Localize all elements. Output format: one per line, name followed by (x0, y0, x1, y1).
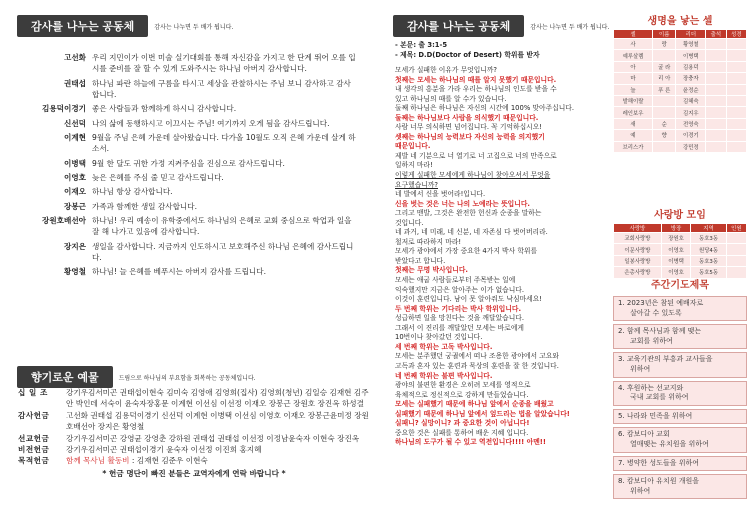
table-cell (726, 95, 746, 106)
thanks-text: 9월 한 달도 귀한 가정 지켜주심을 진심으로 감사드립니다. (92, 158, 285, 168)
table-header: 리더 (676, 30, 706, 39)
prayer-main: 7. 병약한 성도들을 위하여 (618, 458, 699, 467)
table-cell (653, 141, 676, 152)
table-cell: 교회사랑방 (614, 233, 662, 244)
thanks-name: 김용덕이경기 (41, 104, 86, 114)
table-cell (706, 141, 726, 152)
table-row (614, 39, 747, 50)
offering-label: 선교헌금 (18, 433, 50, 443)
prayer-sub: 살아갈 수 있도록 (630, 308, 682, 317)
thanks-text: 9월을 주님 은혜 가운데 살아왔습니다. 다가올 10월도 오직 은혜 가운데 살게 하소서. (92, 132, 356, 154)
cell-section (613, 12, 747, 153)
sermon-line: 철저로 따라하지 마라! (395, 237, 462, 246)
sermon-line: 사람 너무 의식하면 넘어집니다. 꼭 기억하십시오! (395, 123, 543, 132)
table-cell: 김용덕 (676, 61, 706, 72)
table-header: 셀 (614, 30, 653, 39)
sermon-line: 둘째 하나님은 하나님은 자신의 시간에 100% 맞아주십니다. (395, 104, 575, 113)
table-cell (726, 141, 746, 152)
table-cell (706, 61, 726, 72)
sermon-line: 이렇게 실패한 모세에게 하나님이 찾아오셔서 무엇을 (395, 171, 551, 180)
table-cell: 예 (614, 130, 653, 141)
thanks-subtitle: 감사는 나누면 두 배가 됩니다. (154, 23, 234, 31)
table-header: 인원 (726, 224, 746, 233)
sermon-line: 있고 하나님의 때를 알 수가 있습니다. (395, 94, 507, 103)
prayer-sub: 국내 교회를 위하여 (630, 393, 689, 402)
offering-label: 비전헌금 (18, 445, 50, 455)
table-cell: 이영호 (661, 267, 690, 278)
table-cell (653, 50, 676, 61)
table-cell: 이경기 (676, 130, 706, 141)
table-cell: 동호3동 (691, 255, 727, 266)
table-cell: 푸 른 (653, 84, 676, 95)
table-cell (706, 130, 726, 141)
table-row (614, 107, 747, 118)
table-row (614, 61, 747, 72)
prayer-title: 주간기도제목 (651, 280, 709, 291)
offering-names: 함께 목사님 활동비 : 김재현 김준우 이현숙 (66, 456, 208, 466)
sermon-body (395, 66, 607, 448)
table-row (614, 130, 747, 141)
prayer-main: 1. 2023년은 참된 예배자로 (618, 299, 704, 307)
thanks-text: 생일을 감사합니다. 지금까지 인도하시고 보호해주신 하나님 은혜에 감사드립니다. (92, 241, 354, 262)
thanks-name: 이재오 (63, 187, 86, 197)
offering-names: 강기우김서미곤 권태섭이현숙 김미숙 김영애 김영희(집사) 김영희(청년) 김일승 김재현 김주안 박인데 서숙이 윤숙자장홍문 이계현 이선심 이선정 이재오 장봉근 장원호 장진옥 하성결 (66, 388, 369, 409)
prayer-item (613, 296, 747, 321)
thanks-row (38, 52, 358, 74)
table-cell: 사 (614, 39, 653, 50)
thanks-row (38, 158, 358, 169)
table-cell: 레인보우 (614, 107, 653, 118)
offer-subtitle: 드림으로 하나님의 부요함을 회복하는 공동체입니다. (118, 374, 256, 382)
table-row (614, 50, 747, 61)
sermon-line: 그리고 맨발, 그것은 완전한 헌신과 순종을 말하는 (395, 209, 542, 218)
thanks-name: 이영호 (63, 172, 86, 182)
sermon-line: 이것이 훈련입니다. 남이 못 알아줘도 낙심마세요! (395, 295, 543, 304)
sermon-line: 익숙했지만 지금은 알아주는 이가 없습니다. (395, 285, 524, 294)
table-cell: 장충자 (676, 73, 706, 84)
prayer-item (613, 456, 747, 472)
offering-highlight: 함께 목사님 활동비 (66, 456, 130, 466)
thanks-row (38, 172, 358, 183)
table-row (614, 141, 747, 152)
table-cell: 동호5동 (691, 267, 727, 278)
table-cell: 이병택 (661, 255, 690, 266)
offer-list (18, 387, 370, 479)
love-section (613, 206, 747, 279)
table-header: 방장 (661, 224, 690, 233)
table-cell: 동호3동 (691, 233, 727, 244)
offering-names: 강기우김서미곤 권태섭이경기 윤숙자 이선정 이진희 홍지혜 (66, 445, 262, 455)
thanks-row (38, 201, 358, 212)
thanks-name: 장지은 (63, 241, 86, 251)
thanks-name: 이계현 (63, 132, 86, 142)
sermon-line: 두 번째 학위는 기다리는 박사 학위입니다. (395, 304, 522, 313)
table-cell: 아 (614, 61, 653, 72)
prayer-item (613, 381, 747, 406)
thanks-text: 하나님 항상 감사합니다. (92, 187, 173, 197)
sermon-line: 신을 벗는 것은 너는 나의 노예라는 뜻입니다. (395, 199, 530, 208)
prayer-main: 2. 함께 목사님과 함께 맺는 (618, 327, 702, 336)
prayer-item (613, 427, 747, 452)
love-table (613, 223, 747, 279)
table-cell: 예루살렘 (614, 50, 653, 61)
thanks-text: 늦은 은혜를 주심 줄 믿고 감사드립니다. (92, 172, 224, 182)
sermon-line: 세 번째 학위는 고독 박사입니다. (395, 342, 493, 351)
table-cell: 은총사랑방 (614, 267, 662, 278)
thanks-name: 장봉근 (63, 201, 86, 211)
table-cell (726, 118, 746, 129)
thanks-row (38, 186, 358, 197)
thanks-text: 하나님 파란 하늘에 구름을 타시고 세상을 관찰하시는 주님 보니 감사하고 감사합니다. (92, 78, 351, 99)
offer-note: * 헌금 명단이 빠진 분들은 교역자에게 연락 바랍니다 * (102, 468, 286, 478)
table-cell (706, 39, 726, 50)
table-cell: 순 (653, 118, 676, 129)
table-cell (726, 73, 746, 84)
table-cell (726, 130, 746, 141)
prayer-main: 6. 캄보디아 교회 (618, 430, 670, 439)
thanks-text: 우리 지민이가 이번 미술 실기대회를 통해 자신감을 가지고 한 단계 뛰어 오를 입시를 준비를 잘 할 수 있게 도와주시는 하나님 아버지 감사합니다. (92, 53, 356, 74)
table-cell (726, 233, 746, 244)
offering-row (18, 444, 370, 455)
prayer-main: 3. 교육기관의 부흥과 교사들을 (618, 355, 713, 364)
table-cell (653, 95, 676, 106)
table-cell (706, 73, 726, 84)
thanks-text: 가족과 함께한 생일 감사합니다. (92, 201, 198, 211)
table-cell: 리 아 (653, 73, 676, 84)
love-title: 사랑방 모임 (654, 210, 706, 221)
offering-row (18, 433, 370, 444)
thanks-text: 하나님! 늘 은혜를 베푸시는 아버지 감사를 드립니다. (92, 267, 266, 277)
sermon-line: 일하지 마라! (395, 161, 433, 170)
sermon-line: 육체적으로 정신적으로 강하게 만들었습니다. (395, 390, 529, 399)
table-row (614, 233, 747, 244)
sermon-line: 첫째는 무명 박사입니다. (395, 266, 468, 275)
prayer-main: 5. 나라와 민족을 위하여 (618, 411, 693, 420)
table-cell (726, 244, 746, 255)
table-cell: 새 (614, 118, 653, 129)
right-thanks-title: 감사를 나누는 공동체 (393, 15, 524, 37)
sermon-line: 제발 네 기분으로 너 열기로 너 고집으로 너의 만족으로 (395, 151, 557, 160)
table-row (614, 84, 747, 95)
right-page (380, 0, 750, 530)
table-cell (726, 61, 746, 72)
sermon-line: 것입니다. (395, 218, 424, 227)
table-cell (726, 50, 746, 61)
sermon-line: 모세는 애굽 사람들로부터 주목받는 일에 (395, 276, 516, 285)
offering-label: 십 일 조 (18, 388, 48, 397)
thanks-text: 좋은 사람들과 함께하게 하시니 감사합니다. (92, 104, 237, 114)
table-cell (706, 95, 726, 106)
sermon-line: 네 번째 학위는 불편 박사입니다. (395, 371, 493, 380)
table-cell (706, 118, 726, 129)
table-header: 출석 (706, 30, 726, 39)
table-header: 지역 (691, 224, 727, 233)
table-cell: 강민정 (676, 141, 706, 152)
prayer-main: 8. 캄보디아 유치원 개원을 (618, 477, 699, 486)
table-cell: 윤정순 (676, 84, 706, 95)
sermon-passage: - 본문: 출 3:1-5 (395, 41, 448, 49)
table-cell (706, 50, 726, 61)
cell-title: 생명을 낳는 셀 (647, 16, 713, 27)
thanks-row (38, 103, 358, 114)
sermon-line: 첫째는 모세는 하나님의 때를 알지 못했기 때문입니다. (395, 75, 557, 84)
offering-names: 고선화 권태섭 김용덕이경기 신선덕 이계현 이병택 이선심 이영호 이재오 장봉근윤미정 장원호배선아 장지은 황영철 (66, 410, 369, 432)
prayer-list (613, 296, 747, 499)
table-cell: 김지우 (676, 107, 706, 118)
sermon-line: 모세가 광야에서 가장 중요한 4가지 박사 학위를 (395, 247, 538, 256)
table-row (614, 95, 747, 106)
table-cell: 이영호 (661, 244, 690, 255)
prayer-sub: 위하여 (630, 364, 651, 373)
thanks-list (38, 52, 358, 281)
thanks-row (38, 78, 358, 100)
table-cell (726, 255, 746, 266)
sermon-line: 때문입니다. (395, 142, 431, 151)
sermon-line: 고독과 혼자 있는 훈련과 묵상의 훈련을 잘 한 것입니다. (395, 361, 559, 370)
thanks-text: 나의 삶에 동행하시고 이끄시는 주님! 여기까지 오게 됨을 감사드립니다. (92, 118, 330, 128)
sermon-line: 실패했기 때문에 하나님 앞에서 엎드리는 법을 알았습니다! (395, 409, 570, 418)
table-row (614, 255, 747, 266)
sermon-line: 하나님의 도구가 될 수 있고 역전입니다!!!! 아멘!! (395, 438, 546, 447)
table-header: 이름 (653, 30, 676, 39)
thanks-row (38, 215, 358, 237)
table-cell: 굴 라 (653, 61, 676, 72)
table-cell (706, 84, 726, 95)
sermon-line: 모세가 실패한 이유가 무엇입니까? (395, 66, 498, 74)
table-cell: 일봉사랑방 (614, 255, 662, 266)
offering-row (18, 410, 370, 433)
table-cell: 이병택 (676, 50, 706, 61)
sermon-line: 10번이나 찾아갔던 것입니다. (395, 333, 483, 342)
thanks-row (38, 132, 358, 154)
sermon-line: 광야의 불편한 환경은 오히려 모세를 영적으로 (395, 381, 531, 390)
table-cell: 발해이랄 (614, 95, 653, 106)
thanks-row (38, 241, 358, 263)
table-row (614, 244, 747, 255)
sermon-line: 모세는 실패했기 때문에 하나님 앞에서 순종을 배웠고 (395, 400, 554, 409)
sermon-line: 네 발에서 신을 벗어라!입니다. (395, 190, 486, 199)
sermon-line: 내 생각의 흥분을 가라 우리는 하나님의 인도를 받을 수 (395, 85, 557, 94)
offering-label: 목적헌금 (18, 456, 50, 466)
prayer-sub: 열매맺는 유치원을 위하여 (630, 439, 709, 448)
sermon-title: - 제목: D.D(Doctor of Desert) 학위를 받자 (395, 51, 540, 59)
thanks-name: 황영철 (63, 267, 86, 277)
table-cell: 전영숙 (676, 118, 706, 129)
table-cell (653, 107, 676, 118)
sermon-line: 그래서 이 진리를 깨달았던 모세는 바로에게 (395, 323, 524, 332)
thanks-row (38, 118, 358, 129)
prayer-section (613, 276, 747, 502)
prayer-item (613, 324, 747, 349)
thanks-title: 감사를 나누는 공동체 (17, 15, 148, 37)
thanks-name: 장원호배선아 (41, 216, 86, 226)
table-cell: 이문사랑방 (614, 244, 662, 255)
sermon-line: 받았다고 합니다. (395, 256, 446, 265)
cell-table (613, 29, 747, 153)
sermon-line: 셋째는 하나님의 능력보다 자신의 능력을 의지했기 (395, 132, 545, 141)
sermon-line: 네 과거, 네 미래, 네 신분, 네 자존심 다 벗어버리라. (395, 228, 548, 237)
thanks-name: 이병택 (63, 158, 86, 168)
table-cell: 황영철 (676, 39, 706, 50)
thanks-name: 고선화 (63, 53, 86, 62)
offer-header (17, 366, 256, 388)
table-header: 성경 (726, 30, 746, 39)
prayer-item (613, 352, 747, 377)
thanks-row (38, 266, 358, 277)
right-thanks-subtitle: 감사는 나누면 두 배가 됩니다. (530, 23, 610, 31)
prayer-main: 4. 후원하는 선교지와 (618, 383, 684, 392)
thanks-text: 하나님! 우리 예송이 유학중에서도 하나님의 은혜로 교회 중심으로 학업과 일을 잘 해 나가고 있음에 감사합니다. (92, 216, 352, 237)
prayer-item (613, 474, 747, 499)
prayer-sub: 교회를 위하여 (630, 336, 673, 345)
sermon-line: 실패니? 실망이니? 과 중요한 것이 아닙니다! (395, 419, 530, 428)
sermon-line: 모세는 분주했던 궁궐에서 떠나 조용한 광야에서 고요와 (395, 352, 559, 361)
thanks-name: 신선덕 (63, 118, 86, 128)
prayer-item (613, 409, 747, 425)
table-cell (706, 107, 726, 118)
table-cell: 원당4동 (691, 244, 727, 255)
table-cell: 향 (653, 130, 676, 141)
right-thanks-header (393, 15, 609, 37)
offer-title: 향기로운 예물 (17, 366, 113, 388)
table-cell: 김혜숙 (676, 95, 706, 106)
table-cell: 브리스가 (614, 141, 653, 152)
table-cell (726, 84, 746, 95)
sermon-line: 중요한 것은 실패를 통하여 배운 지혜 입니다. (395, 428, 529, 437)
table-cell: 늘 (614, 84, 653, 95)
offering-row (18, 455, 370, 466)
prayer-sub: 위하여 (630, 486, 651, 495)
table-row (614, 118, 747, 129)
table-header: 사랑방 (614, 224, 662, 233)
table-cell: 장원호 (661, 233, 690, 244)
offering-label: 감사헌금 (18, 410, 50, 420)
offering-names: 강기우김서미곤 강영균 강영춘 강하원 권태섭 권태섭 이선정 이정남윤숙자 이현숙 장진옥 (66, 433, 360, 443)
sermon-line: 둘째는 하나님보다 사람을 의식했기 때문입니다. (395, 113, 539, 122)
thanks-header (17, 15, 233, 37)
sermon-line: 요구했습니까? (395, 180, 439, 189)
thanks-name: 권태섭 (63, 78, 86, 88)
table-row (614, 73, 747, 84)
sermon-line: 성급하면 일을 망친다는 것을 깨달았습니다. (395, 314, 524, 323)
offering-row (18, 387, 370, 410)
table-cell (726, 107, 746, 118)
table-cell: 랑 (653, 39, 676, 50)
table-cell: 마 (614, 73, 653, 84)
sermon-meta (395, 40, 540, 60)
table-cell (726, 39, 746, 50)
